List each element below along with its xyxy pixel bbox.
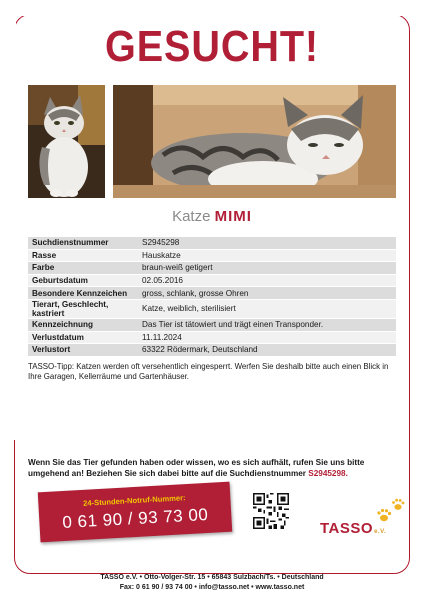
details-label: Besondere Kennzeichen [28,287,138,300]
details-value: braun-weiß getigert [138,262,396,275]
animal-pet-name: MIMI [214,208,252,225]
details-label: Suchdienstnummer [28,237,138,249]
details-value: 63322 Rödermark, Deutschland [138,344,396,357]
details-row [28,287,396,300]
details-row [28,237,396,249]
logo-suffix: e.V. [374,529,387,535]
footer-contact: Fax: 0 61 90 / 93 74 00 • info@tasso.net • www.tasso.net [119,584,305,592]
tasso-logo [320,520,386,537]
details-row [28,318,396,331]
footer [0,573,424,593]
details-value: 02.05.2016 [138,274,396,287]
details-label: Geburtsdatum [28,274,138,287]
details-table [28,237,396,357]
details-row [28,299,396,318]
details-label: Rasse [28,249,138,262]
details-value: Das Tier ist tätowiert und trägt einen Transponder. [138,318,396,331]
details-row [28,262,396,275]
details-value: gross, schlank, grosse Ohren [138,287,396,300]
hotline-banner [38,482,232,543]
details-value: Hauskatze [138,249,396,262]
details-value: 11.11.2024 [138,331,396,344]
cat-photo-portrait [28,85,105,198]
hotline-phone[interactable]: 0 61 90 / 93 73 00 [61,504,209,533]
hotline-label: 24-Stunden-Notruf-Nummer: [82,493,186,508]
appeal-number: S2945298. [308,469,348,479]
details-row [28,249,396,262]
footer-address: TASSO e.V. • Otto-Volger-Str. 15 • 65843 Sulzbach/Ts. • Deutschland [100,574,324,581]
cat-photo-box [113,85,396,198]
call-appeal [28,457,400,479]
details-label: Farbe [28,262,138,275]
details-value: S2945298 [138,237,396,249]
details-label: Kennzeichnung [28,318,138,331]
qr-code[interactable] [253,493,289,529]
logo-name: TASSO [320,520,374,537]
details-row [28,331,396,344]
details-value: Katze, weiblich, sterilisiert [138,299,396,318]
headline: GESUCHT! [104,22,320,71]
animal-name [0,208,424,225]
details-label: Tierart, Geschlecht, kastriert [28,299,138,318]
details-row [28,344,396,357]
appeal-text: Wenn Sie das Tier gefunden haben oder wissen, wo es sich aufhält, rufen Sie uns bitte umgehend an! Beziehen Sie sich dabei bitte auf die Suchdienstnummer [28,458,365,479]
animal-species: Katze [172,208,211,225]
details-label: Verlustort [28,344,138,357]
details-label: Verlustdatum [28,331,138,344]
tasso-tip: TASSO-Tipp: Katzen werden oft versehentlich eingesperrt. Werfen Sie deshalb bitte auch einen Blick in Ihre Garagen, Kellerräume und Gartenhäuser. [28,362,389,382]
details-row [28,274,396,287]
